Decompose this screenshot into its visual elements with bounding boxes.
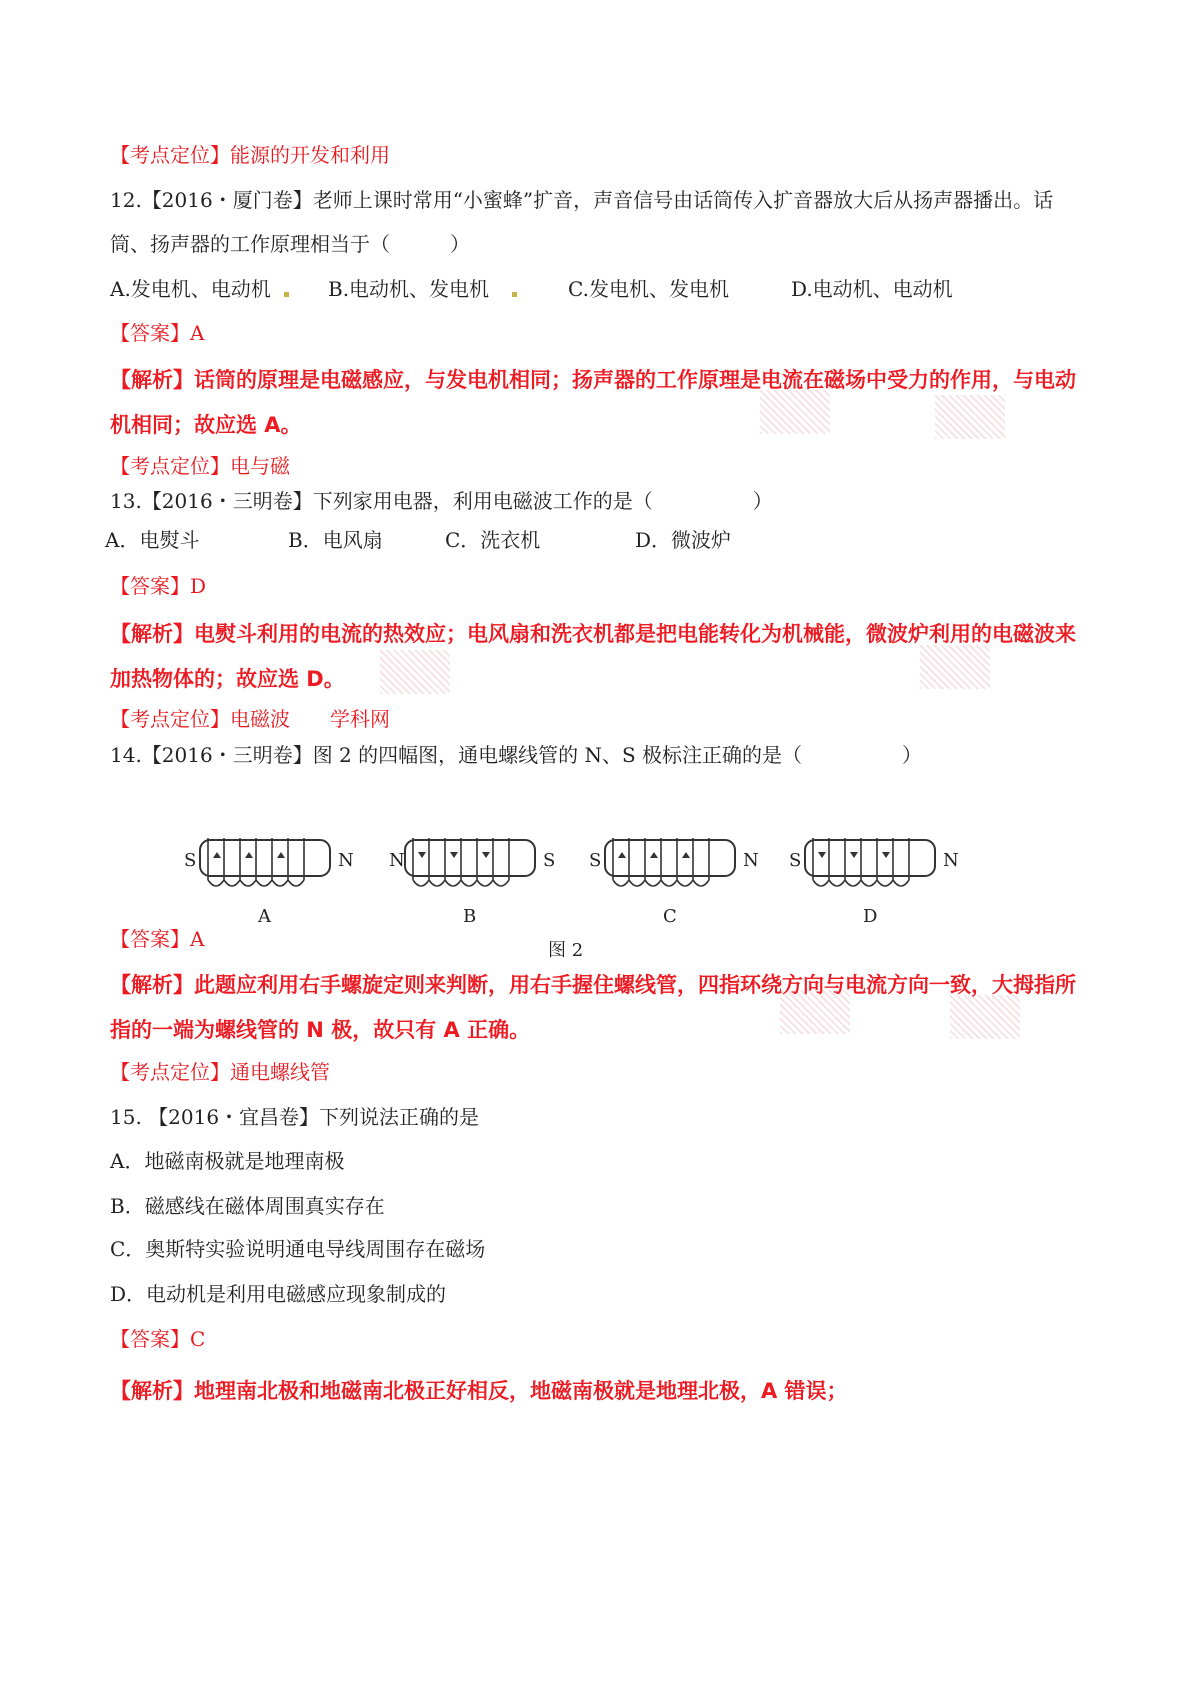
solenoid-diagram	[180, 830, 1030, 960]
analysis-12-line-2: 机相同；故应选 A。	[110, 413, 302, 437]
analysis-text: 话筒的原理是电磁感应，与发电机相同；扬声器的工作原理是电流在磁场中受力的作用，与电动	[194, 368, 1076, 392]
analysis-14-line-1	[110, 972, 1076, 998]
kaodian-line-14	[110, 1059, 330, 1085]
analysis-tag: 【解析】	[110, 973, 194, 997]
answer-tag: 【答案】	[110, 1327, 190, 1351]
pole-label: N	[743, 850, 759, 871]
watermark	[380, 650, 450, 694]
pole-label: S	[589, 850, 602, 871]
pole-label: N	[338, 850, 354, 871]
analysis-13-line-1	[110, 621, 1076, 647]
kaodian-line-12	[110, 453, 290, 479]
kaodian-tag: 【考点定位】	[110, 707, 230, 731]
analysis-15-line-1	[110, 1378, 848, 1404]
answer-line-12	[110, 320, 204, 346]
pole-label: N	[389, 850, 405, 871]
kaodian-text: 通电螺线管	[230, 1060, 330, 1084]
option-c: C.发电机、发电机	[568, 277, 729, 301]
option-a: A.发电机、电动机	[110, 277, 271, 301]
kaodian-text: 电与磁	[230, 454, 290, 478]
question-13-line-1: 13.【2016・三明卷】下列家用电器，利用电磁波工作的是（ ）	[110, 489, 773, 513]
solenoid-panel-c	[605, 838, 735, 886]
question-12-line-2: 筒、扬声器的工作原理相当于（ ）	[110, 232, 470, 256]
solenoid-panel-a	[200, 838, 330, 886]
kaodian-line-13	[110, 706, 390, 732]
answer-line-14	[110, 926, 204, 952]
question-12-line-1: 12.【2016・厦门卷】老师上课时常用“小蜜蜂”扩音，声音信号由话筒传入扩音器放大后从扬声器播出。话	[110, 188, 1054, 212]
option-d: D.电动机、电动机	[791, 277, 953, 301]
kaodian-tag: 【考点定位】	[110, 1060, 230, 1084]
solenoid-figure	[180, 830, 1030, 990]
watermark	[760, 390, 830, 434]
answer-tag: 【答案】	[110, 927, 190, 951]
answer-tag: 【答案】	[110, 321, 190, 345]
watermark	[935, 395, 1005, 439]
option-b: B.电动机、发电机	[328, 277, 490, 301]
solenoid-panel-b	[405, 838, 535, 886]
answer-line-15	[110, 1326, 205, 1352]
kaodian-line-11	[110, 142, 390, 168]
watermark	[920, 645, 990, 689]
analysis-13-line-2: 加热物体的；故应选 D。	[110, 667, 345, 691]
option-c: C．洗衣机	[445, 528, 541, 552]
analysis-14-line-2: 指的一端为螺线管的 N 极，故只有 A 正确。	[110, 1018, 531, 1042]
option-a: A．电熨斗	[105, 528, 200, 552]
option-c: C．奥斯特实验说明通电导线周围存在磁场	[110, 1237, 486, 1261]
analysis-tag: 【解析】	[110, 1379, 194, 1403]
option-b: B．电风扇	[288, 528, 383, 552]
pole-label: S	[789, 850, 802, 871]
panel-label: D	[863, 906, 878, 927]
panel-label: A	[258, 906, 271, 927]
answer-value: C	[190, 1327, 206, 1351]
option-a: A．地磁南极就是地理南极	[110, 1149, 345, 1173]
panel-label: B	[463, 906, 477, 927]
kaodian-text: 电磁波	[230, 707, 290, 731]
dot-mark	[284, 292, 289, 297]
watermark	[780, 990, 850, 1034]
analysis-12-line-1	[110, 367, 1076, 393]
kaodian-tag: 【考点定位】	[110, 454, 230, 478]
option-d: D．电动机是利用电磁感应现象制成的	[110, 1282, 447, 1306]
pole-label: N	[943, 850, 959, 871]
analysis-text: 电熨斗利用的电流的热效应；电风扇和洗衣机都是把电能转化为机械能，微波炉利用的电磁波来	[194, 622, 1076, 646]
kaodian-text: 能源的开发和利用	[230, 143, 390, 167]
option-b: B．磁感线在磁体周围真实存在	[110, 1194, 385, 1218]
question-14-line-1: 14.【2016・三明卷】图 2 的四幅图，通电螺线管的 N、S 极标注正确的是（ ）	[110, 743, 923, 767]
answer-value: A	[190, 927, 205, 951]
analysis-tag: 【解析】	[110, 622, 194, 646]
answer-tag: 【答案】	[110, 574, 190, 598]
analysis-text: 地理南北极和地磁南北极正好相反，地磁南极就是地理北极，A 错误；	[194, 1379, 848, 1403]
answer-value: A	[190, 321, 205, 345]
figure-caption: 图 2	[548, 940, 584, 961]
solenoid-panel-d	[805, 838, 935, 886]
pole-label: S	[543, 850, 556, 871]
dot-mark	[512, 292, 517, 297]
question-15-line-1: 15. 【2016・宜昌卷】下列说法正确的是	[110, 1105, 480, 1129]
pole-label: S	[184, 850, 197, 871]
kaodian-tag: 【考点定位】	[110, 143, 230, 167]
answer-line-13	[110, 573, 206, 599]
source-label: 学科网	[330, 707, 390, 731]
option-d: D．微波炉	[635, 528, 732, 552]
panel-label: C	[663, 906, 677, 927]
watermark	[950, 995, 1020, 1039]
answer-value: D	[190, 574, 207, 598]
analysis-text: 此题应利用右手螺旋定则来判断，用右手握住螺线管，四指环绕方向与电流方向一致，大拇指所	[194, 973, 1076, 997]
analysis-tag: 【解析】	[110, 368, 194, 392]
